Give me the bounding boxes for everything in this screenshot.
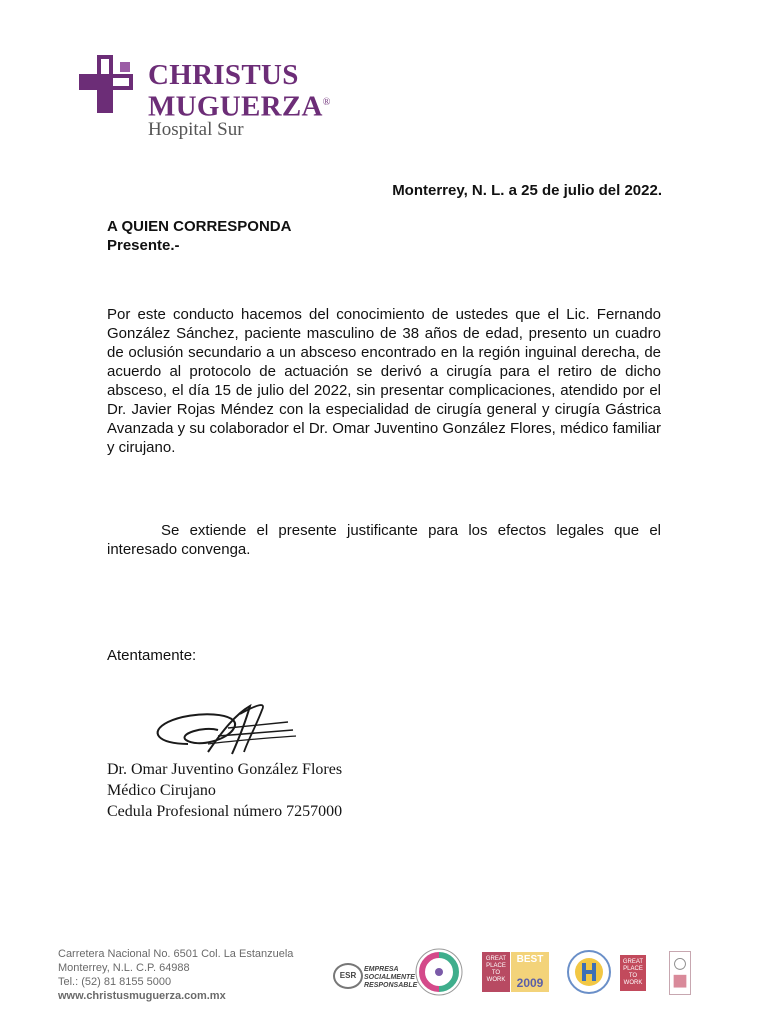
cross-logo-icon — [76, 52, 148, 114]
footer-address-line1: Carretera Nacional No. 6501 Col. La Estanzuela — [58, 948, 294, 960]
date-line: Monterrey, N. L. a 25 de julio del 2022. — [392, 182, 662, 199]
brand-name-line2 — [148, 88, 331, 122]
esr-badge-text: EMPRESA SOCIALMENTE RESPONSABLE — [364, 966, 418, 989]
esr-badge-icon: ESR — [333, 963, 363, 989]
body-paragraph-closing: Se extiende el presente justificante para los efectos legales que el interesado convenga. — [107, 522, 661, 558]
best-companies-badge — [511, 952, 549, 992]
signer-name: Dr. Omar Juventino González Flores — [107, 761, 343, 778]
great-place-to-work-badge: GREAT PLACE TO WORK — [482, 952, 510, 992]
great-place-to-work-badge-2: GREAT PLACE TO WORK — [620, 955, 646, 991]
signer-license-number: Cedula Profesional número 7257000 — [107, 803, 343, 820]
best-badge-year: 2009 — [516, 976, 544, 990]
body-paragraph-main: Por este conducto hacemos del conocimiento de ustedes que el Lic. Fernando González Sánchez, paciente masculino de 38 años de edad, presento un cuadro de oclusión secundario a un absceso encontrado en la región inguinal derecha, de acuerdo al protocolo de actuación se derivó a cirugía para el retiro de dicho absceso, el día 15 de julio del 2022, sin presentar complicaciones, atendido por el Dr. Javier Rojas Méndez con la especialidad de cirugía general y cirugía Gástrica Avanzada y su colaborador el Dr. Omar Juventino González Flores, médico familiar y cirujano. — [107, 306, 661, 456]
registered-mark: ® — [322, 97, 331, 108]
signer-title: Médico Cirujano — [107, 782, 216, 799]
footer-website-link[interactable]: www.christusmuguerza.com.mx — [58, 990, 226, 1002]
presente-line: Presente.- — [107, 237, 180, 254]
certification-circle-badge-icon — [414, 947, 464, 997]
closing-salutation: Atentamente: — [107, 647, 197, 664]
handwritten-signature — [148, 700, 298, 762]
footer-address-line2: Monterrey, N.L. C.P. 64988 — [58, 962, 190, 974]
footer-phone: Tel.: (52) 81 8155 5000 — [58, 976, 172, 988]
brand-name-line1: CHRISTUS — [148, 59, 299, 91]
best-badge-title: BEST — [516, 954, 544, 965]
award-badge-icon — [669, 951, 691, 995]
salutation: A QUIEN CORRESPONDA — [107, 218, 292, 235]
distintivo-h-badge-icon — [566, 949, 612, 995]
brand-name-text: MUGUERZA — [148, 90, 323, 123]
brand-subtitle: Hospital Sur — [148, 119, 244, 140]
